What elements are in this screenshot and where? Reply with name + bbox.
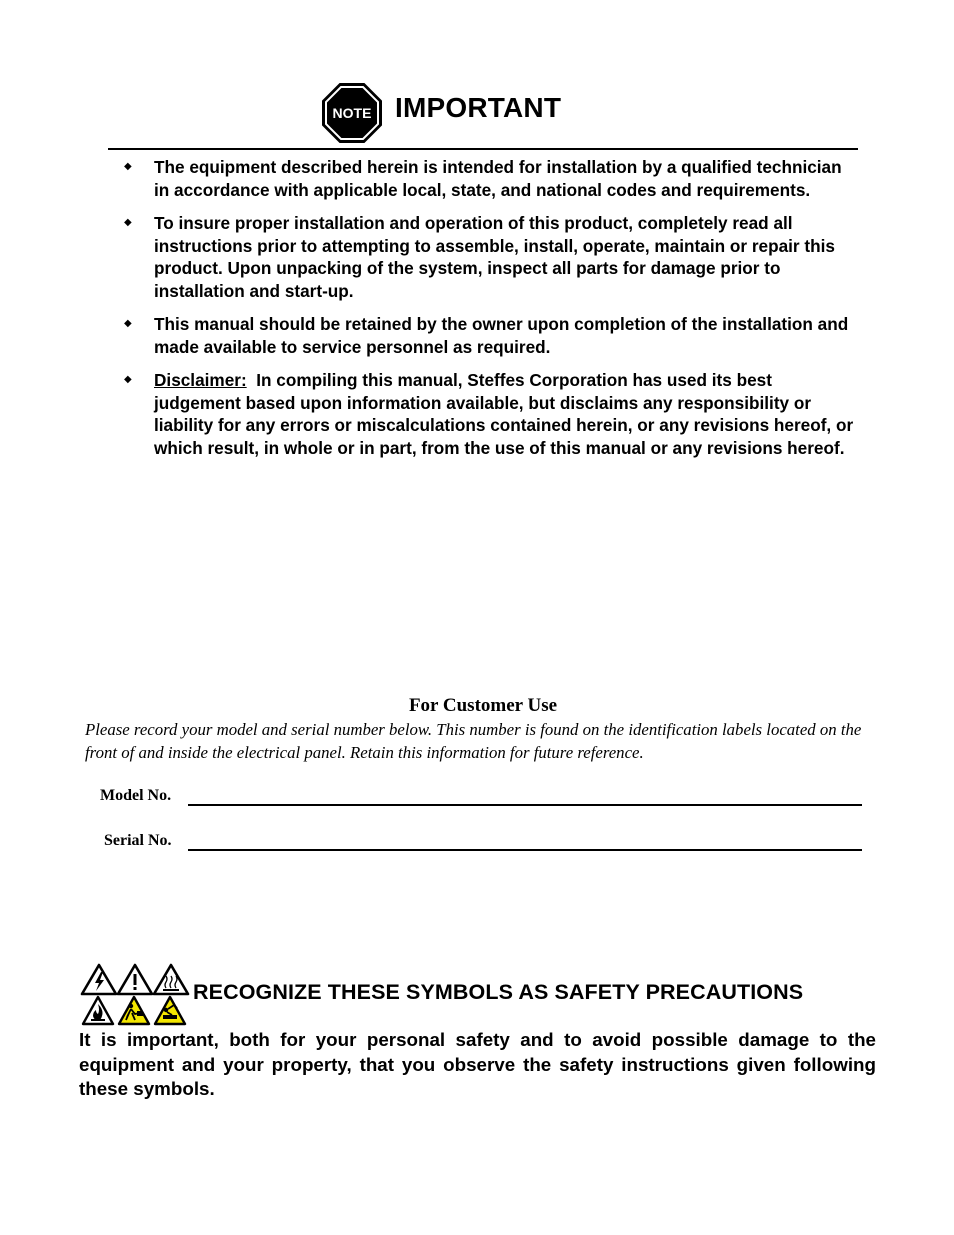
bullet-item bbox=[122, 212, 857, 302]
page-title: IMPORTANT bbox=[395, 92, 562, 123]
general-warning-icon bbox=[118, 965, 152, 994]
safety-section-text: It is important, both for your personal safety and to avoid possible damage to the equipment and your property, that you observe the safety instructions given following these symbols. bbox=[79, 1029, 876, 1099]
header-divider bbox=[108, 148, 858, 150]
diamond-bullet-icon: ◆ bbox=[124, 374, 132, 385]
diamond-bullet-icon: ◆ bbox=[124, 318, 132, 329]
bullet-text: In compiling this manual, Steffes Corporation has used its best judgement based upon information available, but disclaims any responsibility or liability for any errors or miscalculations contained herein, or any revisions hereof, or which result, in whole or in part, from the use of this manual or any revisions hereof. bbox=[154, 370, 854, 458]
electrical-shock-warning-icon bbox=[82, 965, 116, 994]
bullet-item bbox=[122, 369, 857, 459]
bullet-item bbox=[122, 313, 857, 358]
crush-hazard-icon bbox=[155, 997, 185, 1024]
bullet-text: The equipment described herein is intended for installation by a qualified technician in accordance with applicable local, state, and national codes and requirements. bbox=[154, 157, 842, 200]
important-bullet-list bbox=[122, 156, 857, 470]
fire-hazard-icon bbox=[83, 997, 113, 1024]
model-number-label: Model No. bbox=[100, 787, 172, 804]
disclaimer-label: Disclaimer: bbox=[154, 370, 247, 390]
bullet-item bbox=[122, 156, 857, 201]
lifting-hazard-icon bbox=[119, 997, 149, 1024]
serial-number-label: Serial No. bbox=[104, 832, 172, 849]
model-number-field[interactable] bbox=[188, 804, 862, 806]
hot-surface-warning-icon bbox=[154, 965, 188, 994]
safety-section-title: RECOGNIZE THESE SYMBOLS AS SAFETY PRECAUTIONS bbox=[193, 980, 804, 1004]
bullet-text: To insure proper installation and operation of this product, completely read all instructions prior to attempting to assemble, install, operate, maintain or repair this product. Upon unpacking of the system, inspect all parts for damage prior to installation and start-up. bbox=[154, 213, 835, 301]
diamond-bullet-icon: ◆ bbox=[124, 217, 132, 228]
note-stop-sign-icon bbox=[322, 83, 382, 143]
customer-use-title: For Customer Use bbox=[408, 695, 558, 716]
diamond-bullet-icon: ◆ bbox=[124, 161, 132, 172]
note-badge-text: NOTE bbox=[332, 105, 372, 121]
customer-use-instructions: Please record your model and serial number below. This number is found on the identification labels located on the front of and inside the electrical panel. Retain this information for future reference. bbox=[85, 720, 862, 762]
serial-number-field[interactable] bbox=[188, 849, 862, 851]
safety-symbols-group bbox=[80, 963, 190, 1027]
bullet-text: This manual should be retained by the owner upon completion of the installation and made available to service personnel as required. bbox=[154, 314, 849, 357]
